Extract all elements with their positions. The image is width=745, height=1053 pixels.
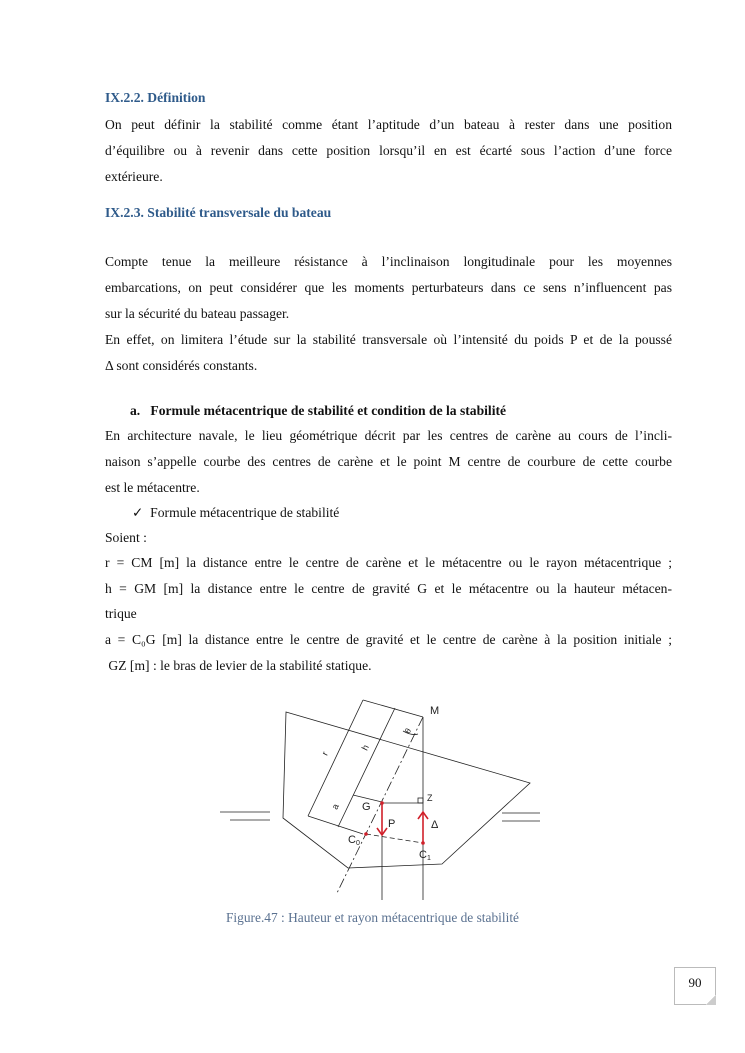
label-theta: θ (403, 726, 414, 735)
text-line: trique (105, 606, 137, 621)
text-line: Compte tenue la meilleure résistance à l’inclinaison longitudinale pour les moyennes (105, 254, 672, 269)
text-line: r = CM [m] la distance entre le centre de carène et le métacentre ou le rayon métacentrique ; (105, 555, 672, 570)
figure-caption: Figure.47 : Hauteur et rayon métacentrique de stabilité (225, 910, 519, 925)
text-line: extérieure. (105, 169, 163, 184)
text-line: Soient : (105, 530, 147, 545)
subsection-heading: a. Formule métacentrique de stabilité et condition de la stabilité (130, 403, 507, 418)
text-line: naison s’appelle courbe des centres de carène et le point M centre de courbure de cette courbe (105, 454, 672, 469)
section-heading: IX.2.3. Stabilité transversale du bateau (105, 205, 332, 220)
text-line: GZ [m] : le bras de levier de la stabilité statique. (105, 658, 372, 673)
text-line: est le métacentre. (105, 480, 200, 495)
label-P: P (388, 818, 396, 830)
text-line: En effet, on limitera l’étude sur la stabilité transversale où l’intensité du poids P et de la poussé (105, 332, 672, 347)
text-line: h = GM [m] la distance entre le centre de gravité G et le métacentre ou la hauteur métacen- (105, 581, 672, 596)
label-a: a (329, 802, 341, 811)
label-C0: C0 (348, 834, 360, 847)
page-fold-icon (706, 995, 716, 1005)
label-M: M (430, 705, 440, 717)
page-number: 90 (688, 975, 702, 990)
text-line: embarcations, on peut considérer que les moments perturbateurs dans ce sens n’influencent pas (105, 280, 672, 295)
checklist-item: ✓ Formule métacentrique de stabilité (132, 505, 340, 520)
page-number-box (674, 967, 716, 1005)
text-line: d’équilibre ou à revenir dans cette position lorsqu’il en est écarté sous l’action d’une force (105, 143, 672, 158)
section-heading: IX.2.2. Définition (105, 90, 206, 105)
label-h: h (359, 743, 371, 752)
text-line: a = C₀G [m] la distance entre le centre de gravité et le centre de carène à la position initiale ; (105, 632, 672, 647)
text-line: sur la sécurité du bateau passager. (105, 306, 290, 321)
label-G: G (362, 801, 371, 813)
label-C1: C1 (419, 849, 431, 862)
text-line: Δ sont considérés constants. (105, 358, 258, 373)
metacentric-figure (210, 690, 540, 910)
text-line: En architecture navale, le lieu géométrique décrit par les centres de carène au cours de l’incli- (105, 428, 672, 443)
text-line: On peut définir la stabilité comme étant l’aptitude d’un bateau à rester dans une position (105, 117, 672, 132)
label-delta: Δ (431, 819, 439, 831)
label-Z: Z (427, 793, 433, 803)
label-r: r (319, 749, 330, 757)
